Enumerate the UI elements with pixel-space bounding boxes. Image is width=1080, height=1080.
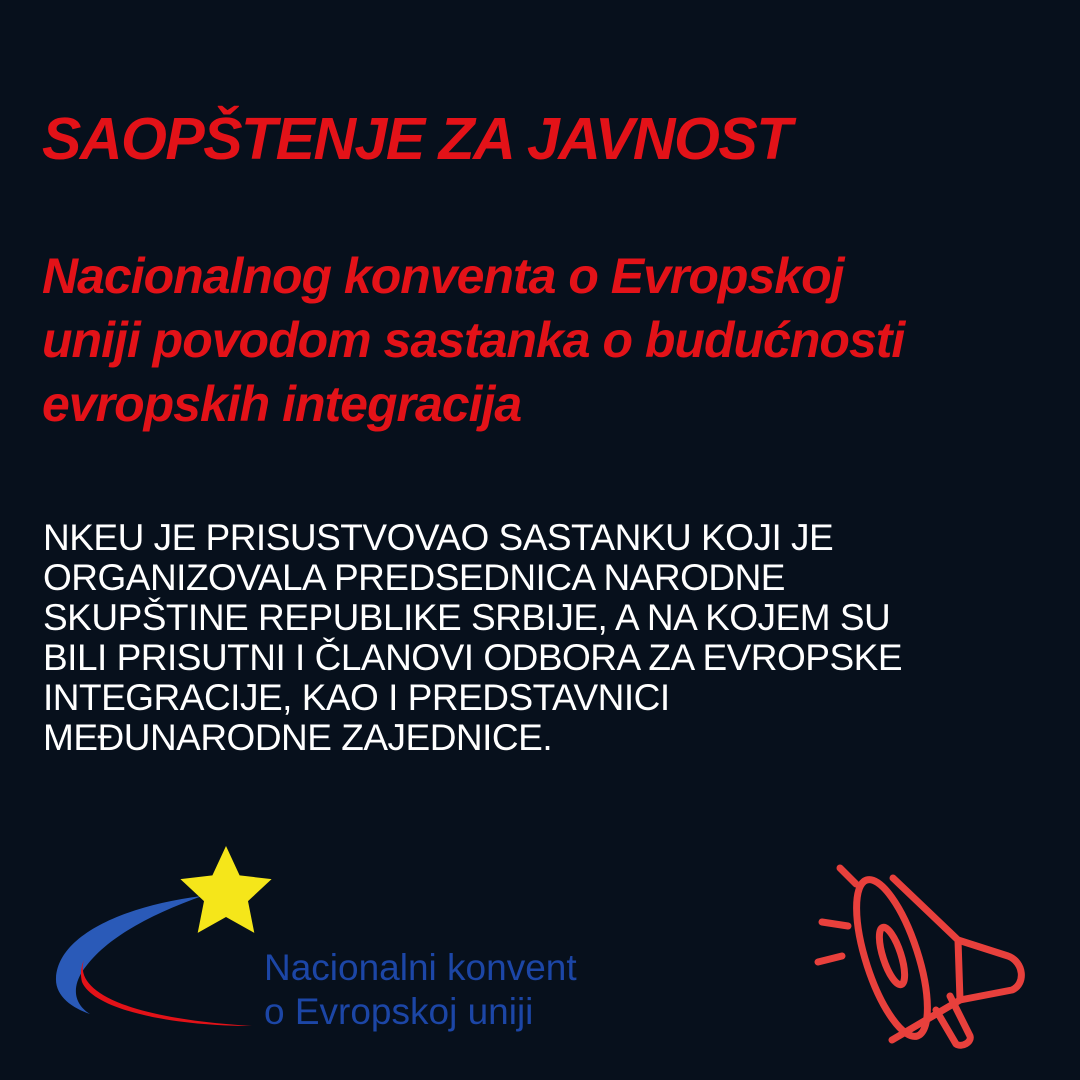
body-line: ORGANIZOVALA PREDSEDNICA NARODNE <box>43 557 785 598</box>
body-line: MEĐUNARODNE ZAJEDNICE. <box>43 717 553 758</box>
body-line: BILI PRISUTNI I ČLANOVI ODBORA ZA EVROPSKE <box>43 637 903 678</box>
press-release-body <box>43 518 902 758</box>
subtitle-line: evropskih integracija <box>42 376 522 432</box>
logo-line: o Evropskoj uniji <box>264 991 534 1032</box>
body-line: INTEGRACIJE, KAO I PREDSTAVNICI <box>43 677 670 718</box>
press-release-title: SAOPŠTENJE ZA JAVNOST <box>42 106 791 172</box>
red-swoosh <box>81 960 252 1026</box>
logo-wordmark <box>264 946 577 1034</box>
megaphone-icon <box>800 850 1040 1050</box>
body-line: NKEU JE PRISUSTVOVAO SASTANKU KOJI JE <box>43 517 834 558</box>
nkeu-logo <box>52 838 652 1048</box>
subtitle-line: Nacionalnog konventa o Evropskoj <box>42 248 844 304</box>
blue-swoosh <box>56 896 202 1014</box>
subtitle-line: uniji povodom sastanka o budućnosti <box>42 312 905 368</box>
body-line: SKUPŠTINE REPUBLIKE SRBIJE, A NA KOJEM SU <box>43 597 891 638</box>
logo-line: Nacionalni konvent <box>264 947 577 988</box>
star-icon <box>180 846 271 933</box>
press-release-subtitle <box>42 244 1042 436</box>
